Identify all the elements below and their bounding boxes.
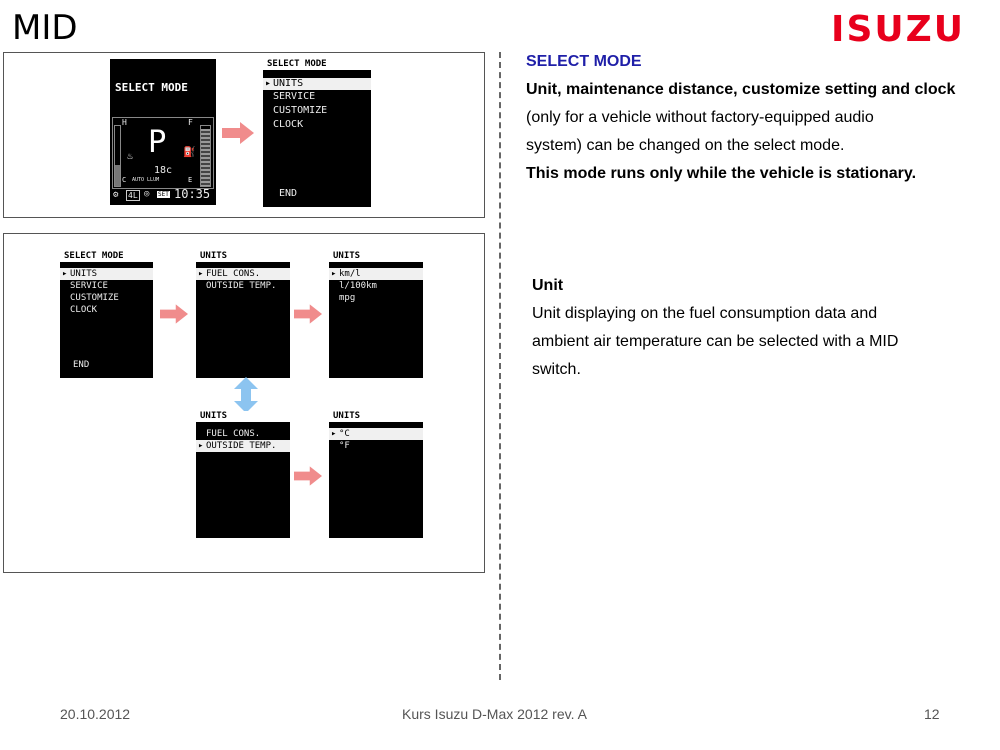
menu-item-end[interactable]: END xyxy=(73,360,90,370)
option-fahrenheit[interactable]: °F xyxy=(339,441,350,451)
screen-header: SELECT MODE xyxy=(263,59,371,70)
fuel-gauge-bar xyxy=(200,125,211,187)
unit-body-line: ambient air temperature can be selected with a MID xyxy=(532,333,899,350)
isuzu-logo xyxy=(812,12,984,44)
menu-item-end[interactable]: END xyxy=(279,188,298,199)
body-line-bold: Unit, maintenance distance, customize setting and clock xyxy=(526,81,956,98)
footer-page-number: 12 xyxy=(924,706,940,722)
select-mode-screen xyxy=(60,251,153,378)
arrow-right-icon xyxy=(222,122,254,144)
menu-item-fuel-cons[interactable]: ▸ FUEL CONS. xyxy=(196,268,290,280)
drive-mode-indicator: 4L xyxy=(128,191,138,200)
section-heading: SELECT MODE xyxy=(526,53,642,70)
option-celsius[interactable]: ▸ °C xyxy=(329,428,423,440)
menu-item-fuel-cons[interactable]: FUEL CONS. xyxy=(206,429,261,439)
screen-header: UNITS xyxy=(329,411,423,422)
set-indicator: SET xyxy=(158,191,169,198)
footer-date: 20.10.2012 xyxy=(60,706,131,722)
menu-item-customize[interactable]: CUSTOMIZE xyxy=(70,293,119,303)
thermometer-icon: ♨ xyxy=(127,151,134,162)
screen-header: UNITS xyxy=(196,411,290,422)
units-screen-fuel xyxy=(196,251,290,378)
unit-body-line: Unit displaying on the fuel consumption data and xyxy=(532,305,878,322)
temp-gauge-bar xyxy=(114,125,121,187)
drive-mode-icon: ⚙ xyxy=(113,190,119,200)
select-mode-screen-large xyxy=(263,59,371,207)
outside-temp-value: 18c xyxy=(154,165,173,176)
arrow-right-icon xyxy=(294,466,322,486)
menu-item-outside-temp[interactable]: ▸ OUTSIDE TEMP. xyxy=(196,440,290,452)
screen-header: UNITS xyxy=(196,251,290,262)
temp-cold-label: C xyxy=(122,176,127,184)
body-line: (only for a vehicle without factory-equipped audio xyxy=(526,109,874,126)
option-mpg[interactable]: mpg xyxy=(339,293,356,303)
fuel-units-screen xyxy=(329,251,423,378)
fuel-full-label: F xyxy=(188,118,193,127)
fuel-empty-label: E xyxy=(188,176,193,184)
menu-item-service[interactable]: SERVICE xyxy=(70,281,108,291)
unit-heading: Unit xyxy=(532,277,564,294)
units-screen-temp xyxy=(196,411,290,538)
clock-display: 10:35 xyxy=(174,187,211,201)
fuel-pump-icon: ⛽ xyxy=(183,147,196,158)
unit-body-line: switch. xyxy=(532,361,581,378)
cluster-label: SELECT MODE xyxy=(115,81,188,94)
svg-text:ISUZU: ISUZU xyxy=(831,12,965,44)
option-km-per-l[interactable]: ▸ km/l xyxy=(329,268,423,280)
body-line: system) can be changed on the select mode. xyxy=(526,137,845,154)
page-title: MID xyxy=(12,8,78,48)
menu-item-clock[interactable]: CLOCK xyxy=(273,119,304,130)
temp-high-label: H xyxy=(122,118,127,127)
screen-header: UNITS xyxy=(329,251,423,262)
column-divider xyxy=(499,52,501,680)
updown-arrow-icon xyxy=(234,377,258,413)
gear-indicator: P xyxy=(148,125,167,160)
body-line-bold: This mode runs only while the vehicle is stationary. xyxy=(526,165,917,182)
menu-item-service[interactable]: SERVICE xyxy=(273,91,316,102)
menu-item-outside-temp[interactable]: OUTSIDE TEMP. xyxy=(206,281,277,291)
cluster-display xyxy=(110,59,216,205)
menu-item-units[interactable]: ▸ UNITS xyxy=(60,268,153,280)
option-l-per-100km[interactable]: l/100km xyxy=(339,281,377,291)
auto-illumination-label: AUTO LLUM xyxy=(132,177,160,183)
menu-item-customize[interactable]: CUSTOMIZE xyxy=(273,105,328,116)
menu-item-clock[interactable]: CLOCK xyxy=(70,305,98,315)
footer-course: Kurs Isuzu D-Max 2012 rev. A xyxy=(402,706,587,722)
screen-header: SELECT MODE xyxy=(60,251,153,262)
temp-units-screen xyxy=(329,411,423,538)
arrow-right-icon xyxy=(294,304,322,324)
arrow-right-icon xyxy=(160,304,188,324)
menu-item-units[interactable]: ▸ UNITS xyxy=(263,78,371,90)
eco-icon: ◎ xyxy=(144,189,150,199)
